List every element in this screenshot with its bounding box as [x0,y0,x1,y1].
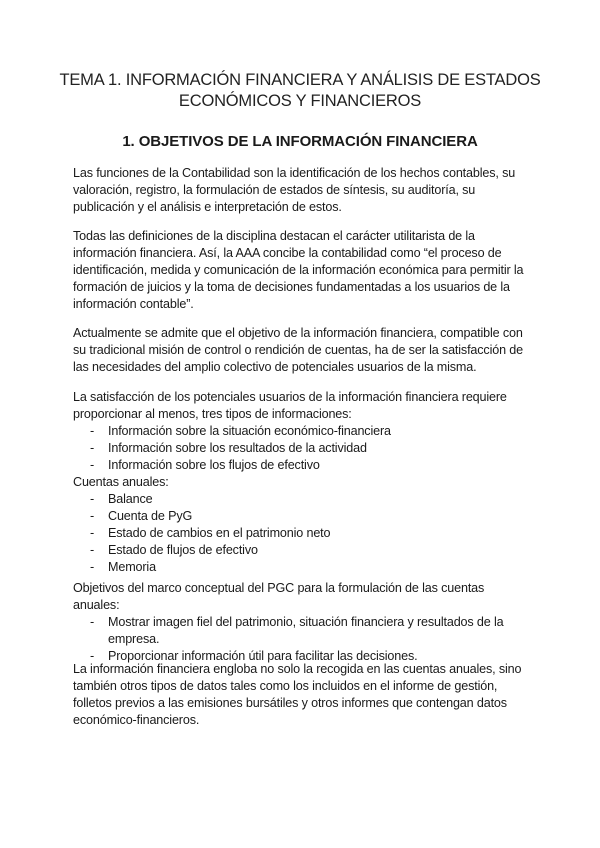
info-types-list [73,423,533,474]
list-item: - Cuenta de PyG [73,508,533,525]
annual-accounts-heading: Cuentas anuales: [73,475,169,489]
paragraph-contabilidad-funciones [73,165,533,216]
paragraph-objetivo-actual [73,325,533,376]
paragraph-text: Objetivos del marco conceptual del PGC para la formulación de las cuentas anuales: [73,581,485,612]
annual-accounts-list [73,491,533,576]
paragraph-text: Las funciones de la Contabilidad son la identificación de los hechos contables, su valoración, registro, la formulación de estados de síntesis, su auditoría, su publicación y el análisis e interpretación de estos. [73,166,516,214]
section-informaciones [73,389,533,576]
paragraph-definiciones [73,228,533,313]
list-item: - Información sobre los flujos de efectivo [73,457,533,474]
list-item: - Información sobre la situación económico-financiera [73,423,533,440]
paragraph-text: Actualmente se admite que el objetivo de la información financiera, compatible con su tradicional misión de control o rendición de cuentas, ha de ser la satisfacción de las necesidades del amplio colectivo de potenciales usuarios de la misma. [73,326,523,374]
section-marco-conceptual [73,580,533,665]
list-item: - Información sobre los resultados de la actividad [73,440,533,457]
document-title-line-1: TEMA 1. INFORMACIÓN FINANCIERA Y ANÁLISIS DE ESTADOS [59,71,541,89]
list-item: - Memoria [73,559,533,576]
section-title: 1. OBJETIVOS DE LA INFORMACIÓN FINANCIERA [122,133,478,150]
document-title [40,70,560,112]
paragraph-text: La satisfacción de los potenciales usuarios de la información financiera requiere proporcionar al menos, tres tipos de informaciones: [73,390,507,421]
list-item: - Balance [73,491,533,508]
list-item: - Proporcionar información útil para facilitar las decisiones. [73,648,533,665]
document-title-line-2: ECONÓMICOS Y FINANCIEROS [178,92,422,110]
paragraph-text: Todas las definiciones de la disciplina destacan el carácter utilitarista de la información financiera. Así, la AAA concibe la contabilidad como “el proceso de identificación, medida y comunicación de la información económica para permitir la formación de juicios y la toma de decisiones fundamentadas a los usuarios de la información contable”. [73,229,524,311]
list-item: - Mostrar imagen fiel del patrimonio, situación financiera y resultados de la empresa. [73,614,533,648]
paragraph-text: La información financiera engloba no solo la recogida en las cuentas anuales, sino también otros tipos de datos tales como los incluidos en el informe de gestión, folletos previos a las emisiones bursátiles y otros informes que contengan datos económico-financieros. [73,662,522,727]
list-item: - Estado de cambios en el patrimonio neto [73,525,533,542]
list-item: - Estado de flujos de efectivo [73,542,533,559]
paragraph-informacion-financiera [73,661,533,729]
pgc-objectives-list [73,614,533,665]
